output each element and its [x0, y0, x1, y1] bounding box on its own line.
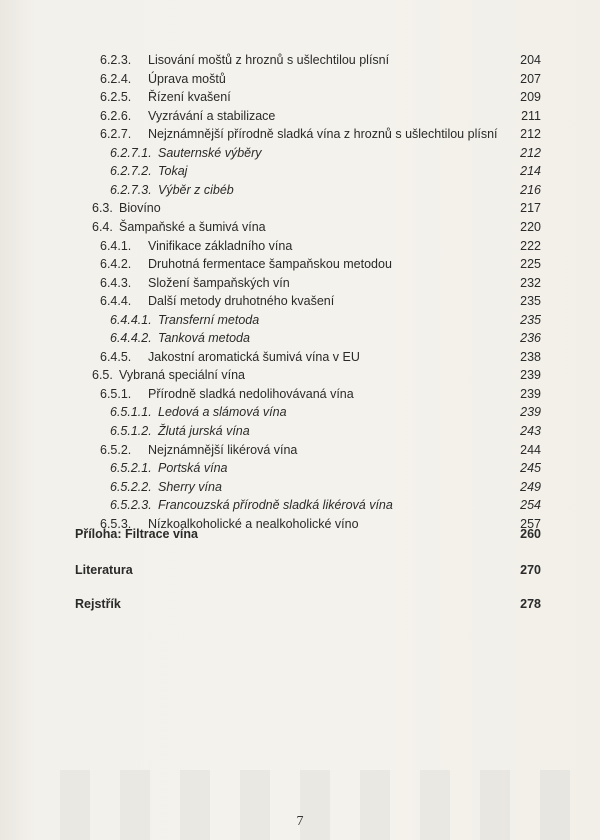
toc-back-matter-entry — [0, 525, 600, 543]
toc-entry-title: Lisování moštů z hroznů s ušlechtilou plísní — [148, 53, 390, 67]
toc-entry-page: 239 — [520, 386, 541, 401]
toc-entry-number: 6.5.2. — [100, 442, 132, 457]
toc-entry-page: 216 — [520, 182, 541, 197]
toc-entry-title: Biovíno — [119, 201, 161, 216]
toc-entry-number: 6.4.2. — [100, 257, 132, 272]
toc-entry — [0, 51, 600, 69]
toc-entry — [0, 144, 600, 162]
toc-entry-number: 6.4.4. — [100, 294, 132, 309]
toc-entry-page: 235 — [520, 294, 541, 309]
toc-entry-title: Žlutá jurská vína — [158, 424, 250, 438]
toc-entry-page: 225 — [520, 257, 541, 272]
toc-back-matter-entry — [0, 595, 600, 613]
toc-entry — [0, 88, 600, 106]
toc-entry-title: Jakostní aromatická šumivá vína v EU — [148, 349, 360, 364]
toc-back-matter-title: Příloha: Filtrace vína — [75, 527, 198, 541]
toc-entry-title: Tokaj — [158, 164, 188, 179]
toc-entry-title: Tanková metoda — [158, 331, 250, 346]
toc-entry-page: 214 — [520, 164, 541, 179]
toc-entry-page: 254 — [520, 498, 541, 513]
toc-entry — [0, 218, 600, 236]
toc-entry-title: Úprava moštů — [148, 71, 226, 86]
toc-entry-page: 235 — [520, 312, 541, 327]
toc-entry-number: 6.2.4. — [100, 71, 132, 86]
toc-entry-number: 6.2.7. — [100, 127, 132, 142]
toc-entry-title: Nejznámnější přírodně sladká vína z hroznů s ušlechtilou plísní — [148, 127, 498, 142]
toc-entry-title: Vyzrávání a stabilizace — [148, 108, 276, 123]
toc-entry-page: 212 — [520, 127, 541, 142]
toc-entry-number: 6.4.5. — [100, 349, 132, 364]
toc-entry — [0, 496, 600, 514]
toc-entry-page: 245 — [520, 461, 541, 476]
toc-entry-number: 6.5.2.3. — [110, 498, 152, 513]
toc-entry — [0, 385, 600, 403]
toc-entry — [0, 403, 600, 421]
toc-entry — [0, 274, 600, 292]
toc-entry — [0, 311, 600, 329]
toc-entry-page: 211 — [521, 108, 541, 123]
toc-entry — [0, 422, 600, 440]
toc-entry — [0, 199, 600, 217]
toc-entry-page: 232 — [520, 275, 541, 290]
toc-entry-page: 207 — [520, 71, 541, 86]
toc-entry — [0, 459, 600, 477]
toc-entry — [0, 478, 600, 496]
toc-entry-number: 6.2.3. — [100, 53, 132, 67]
toc-entry-page: 249 — [520, 479, 541, 494]
toc-entry-number: 6.5.2.2. — [110, 479, 152, 494]
toc-entry-title: Transferní metoda — [158, 312, 260, 327]
page-number: 7 — [296, 814, 304, 829]
toc-entry — [0, 366, 600, 384]
toc-entry-number: 6.4.1. — [100, 238, 132, 253]
toc-entry-title: Druhotná fermentace šampaňskou metodou — [148, 257, 392, 272]
toc-entry-page: 220 — [520, 219, 541, 234]
toc-entry-title: Nejznámnější likérová vína — [148, 442, 298, 457]
toc-entry-title: Francouzská přírodně sladká likérová vína — [158, 498, 393, 513]
toc-entry-number: 6.5.1. — [100, 386, 132, 401]
toc-back-matter-title: Rejstřík — [75, 597, 121, 611]
toc-entry-title: Vinifikace základního vína — [148, 238, 293, 253]
toc-entry-page: 217 — [520, 201, 541, 216]
toc-entry — [0, 237, 600, 255]
toc-entry-title: Vybraná speciální vína — [119, 368, 246, 383]
toc-entry-number: 6.2.6. — [100, 108, 132, 123]
toc-entry-number: 6.2.7.1. — [110, 145, 152, 160]
toc-entry-title: Portská vína — [158, 461, 228, 476]
toc-entry-page: 209 — [520, 90, 541, 105]
toc-entry-number: 6.5.1.1. — [110, 405, 152, 420]
toc-entry-number: 6.5.2.1. — [110, 461, 152, 476]
toc-entry-page: 238 — [520, 349, 541, 364]
toc-entry — [0, 292, 600, 310]
toc-back-matter-entry — [0, 561, 600, 579]
toc-entry-title: Další metody druhotného kvašení — [148, 294, 335, 309]
toc-entry-number: 6.4. — [92, 219, 113, 234]
toc-back-matter-page: 260 — [520, 527, 541, 541]
toc-entry-page: 239 — [520, 405, 541, 420]
toc-entry — [0, 70, 600, 88]
toc-entry — [0, 329, 600, 347]
toc-entry-number: 6.4.4.2. — [110, 331, 152, 346]
toc-entry-number: 6.2.7.3. — [110, 182, 152, 197]
toc-entry — [0, 441, 600, 459]
toc-back-matter-title: Literatura — [75, 563, 133, 577]
toc-entry-page: 212 — [520, 145, 541, 160]
toc-entry-number: 6.5.3. — [100, 516, 132, 531]
toc-entry-number: 6.3. — [92, 201, 113, 216]
toc-entry-title: Složení šampaňských vín — [148, 275, 290, 290]
toc-entry — [0, 125, 600, 143]
toc-entry-number: 6.2.7.2. — [110, 164, 152, 179]
toc-entry-title: Šampaňské a šumivá vína — [119, 219, 266, 234]
toc-entry-page: 204 — [520, 53, 541, 67]
toc-entry-page: 239 — [520, 368, 541, 383]
toc-entry-page: 244 — [520, 442, 541, 457]
toc-entry-number: 6.4.4.1. — [110, 312, 152, 327]
toc-entry-title: Přírodně sladká nedolihovávaná vína — [148, 386, 354, 401]
toc-entry-title: Ledová a slámová vína — [158, 405, 287, 420]
toc-entry-number: 6.5. — [92, 368, 113, 383]
toc-back-matter-page: 270 — [520, 563, 541, 577]
toc-entry — [0, 162, 600, 180]
toc-entry-title: Sherry vína — [158, 479, 222, 494]
toc-entry-title: Řízení kvašení — [148, 90, 231, 105]
toc-entry-page: 243 — [520, 424, 541, 438]
toc-entry-page: 236 — [520, 331, 541, 346]
toc-entry-page: 257 — [520, 516, 541, 531]
toc-entry-title: Nízkoalkoholické a nealkoholické víno — [148, 516, 359, 531]
toc-entry — [0, 255, 600, 273]
toc-entry — [0, 181, 600, 199]
toc-back-matter-page: 278 — [520, 597, 541, 611]
toc-entry — [0, 348, 600, 366]
toc-entry-page: 222 — [520, 238, 541, 253]
toc-entry-title: Výběr z cibéb — [158, 182, 234, 197]
toc-entry-number: 6.4.3. — [100, 275, 132, 290]
toc-entry-number: 6.5.1.2. — [110, 424, 152, 438]
toc-entry — [0, 107, 600, 125]
toc-entry-number: 6.2.5. — [100, 90, 132, 105]
toc-entry-title: Sauternské výběry — [158, 145, 262, 160]
